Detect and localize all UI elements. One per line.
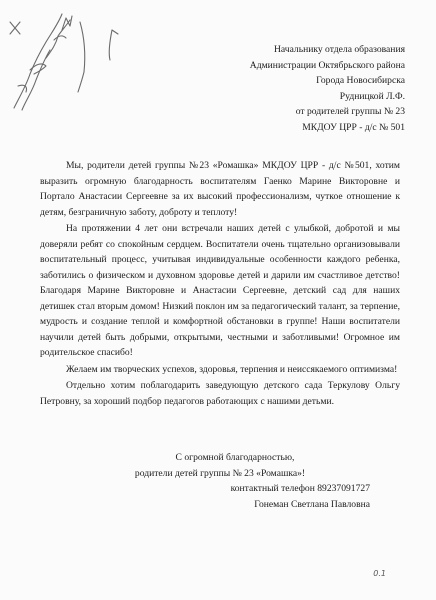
handwritten-resolution-signature xyxy=(0,0,140,140)
body-paragraph: Мы, родители детей группы №23 «Ромашка» МКДОУ ЦРР - д/с №501, хотим выразить огромную благодарность воспитателям Гаенко Марине Викторовне и Портало Анастасии Сергеевне за их высокий профессионализм, чуткое отношение к детям, безграничную заботу, доброту и теплоту! xyxy=(40,160,400,218)
letter-body xyxy=(40,158,400,409)
addressee-line: Города Новосибирска xyxy=(316,75,405,87)
addressee-line: МКДОУ ЦРР - д/с № 501 xyxy=(302,121,405,133)
closing-gratitude: С огромной благодарностью, xyxy=(175,452,295,463)
page-mark: 0.1 xyxy=(373,569,386,578)
body-paragraph: Отдельно хотим поблагодарить заведующую детского сада Теркулову Ольгу Петровну, за хороший подбор педагогов работающих с нашими детьми. xyxy=(40,380,400,407)
closing-block xyxy=(60,450,370,512)
contact-phone: контактный телефон 89237091727 xyxy=(230,483,370,495)
signer-name: Гонеман Светлана Павловна xyxy=(254,498,370,510)
addressee-line: от родителей группы № 23 xyxy=(295,106,405,118)
body-paragraph: Желаем им творческих успехов, здоровья, терпения и неиссякаемого оптимизма! xyxy=(66,363,398,375)
addressee-line: Рудницкой Л.Ф. xyxy=(339,90,405,102)
addressee-line: Администрации Октябрьского района xyxy=(249,59,405,71)
body-paragraph: На протяжении 4 лет они встречали наших детей с улыбкой, добротой и мы доверяли ребят со спокойным сердцем. Воспитатели очень тщательно организовывали воспитательный процесс, учитывая индивидуальные особенности каждого ребенка, заботились о физическом и духовном здоровье детей и дарили им счастливое детство! Благодаря Марине Викторовне и Анастасии Сергеевне, детский сад для наших детишек стал вторым домом! Низкий поклон им за педагогический талант, за терпение, мудрость и создание теплой и комфортной обстановки в группе! Наши воспитатели научили детей быть добрыми, открытыми, честными и заботливыми! Огромное им родительское спасибо! xyxy=(40,223,400,358)
closing-signature-group: родители детей группы № 23 «Ромашка»! xyxy=(134,467,306,479)
addressee-line: Начальнику отдела образования xyxy=(273,44,405,55)
addressee-block xyxy=(205,42,405,136)
